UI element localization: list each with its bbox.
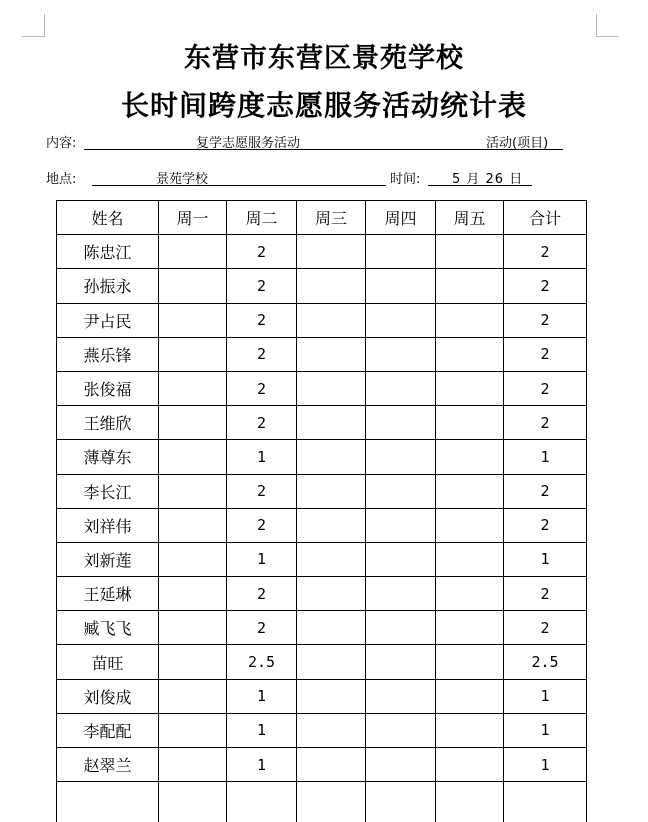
cell-thu <box>366 679 436 713</box>
cell-total: 1 <box>504 440 587 474</box>
cell-name: 燕乐锋 <box>57 337 159 371</box>
content-value: 复学志愿服务活动 <box>196 136 301 151</box>
table-header-row <box>57 201 587 235</box>
cell-wed <box>297 645 366 679</box>
table-row <box>57 645 587 679</box>
cell-mon <box>159 713 227 747</box>
cell-wed <box>297 679 366 713</box>
cell-tue: 2.5 <box>227 645 297 679</box>
header-name: 姓名 <box>57 201 159 235</box>
cell-wed <box>297 406 366 440</box>
cell-total: 2 <box>504 235 587 269</box>
cell-thu <box>366 713 436 747</box>
table-row <box>57 542 587 576</box>
cell-tue: 2 <box>227 508 297 542</box>
cell-tue: 2 <box>227 269 297 303</box>
cell-name: 刘祥伟 <box>57 508 159 542</box>
header-mon: 周一 <box>159 201 227 235</box>
table-row <box>57 577 587 611</box>
cell-wed <box>297 235 366 269</box>
cell-thu <box>366 577 436 611</box>
table-row <box>57 303 587 337</box>
document-title-line1: 东营市东营区景苑学校 <box>184 43 464 74</box>
cell-fri <box>436 371 504 405</box>
cell-mon <box>159 508 227 542</box>
header-fri: 周五 <box>436 201 504 235</box>
cell-total: 2 <box>504 508 587 542</box>
cell-total: 2.5 <box>504 645 587 679</box>
table-row <box>57 713 587 747</box>
cell-tue: 1 <box>227 748 297 782</box>
activity-label: 活动(项目) <box>486 136 549 151</box>
cell-name: 王延琳 <box>57 577 159 611</box>
cell-empty <box>297 782 366 822</box>
cell-thu <box>366 474 436 508</box>
cell-fri <box>436 713 504 747</box>
cell-empty <box>436 782 504 822</box>
cell-mon <box>159 440 227 474</box>
cell-total: 1 <box>504 713 587 747</box>
cell-wed <box>297 371 366 405</box>
table-row <box>57 474 587 508</box>
cell-mon <box>159 406 227 440</box>
table-row <box>57 235 587 269</box>
cell-name: 薄尊东 <box>57 440 159 474</box>
cell-empty <box>504 782 587 822</box>
cell-total: 1 <box>504 542 587 576</box>
cell-mon <box>159 337 227 371</box>
cell-tue: 2 <box>227 235 297 269</box>
cell-empty <box>159 782 227 822</box>
cell-total: 2 <box>504 337 587 371</box>
table-row <box>57 611 587 645</box>
table-row <box>57 371 587 405</box>
cell-mon <box>159 269 227 303</box>
cell-name: 尹占民 <box>57 303 159 337</box>
cell-fri <box>436 337 504 371</box>
cell-total: 2 <box>504 577 587 611</box>
header-wed: 周三 <box>297 201 366 235</box>
cell-total: 2 <box>504 269 587 303</box>
cell-name: 李配配 <box>57 713 159 747</box>
cell-fri <box>436 611 504 645</box>
cell-fri <box>436 474 504 508</box>
cell-tue: 2 <box>227 474 297 508</box>
cell-name: 苗旺 <box>57 645 159 679</box>
header-thu: 周四 <box>366 201 436 235</box>
cell-wed <box>297 440 366 474</box>
table-row <box>57 679 587 713</box>
cell-fri <box>436 679 504 713</box>
cell-thu <box>366 440 436 474</box>
header-total: 合计 <box>504 201 587 235</box>
cell-mon <box>159 371 227 405</box>
cell-tue: 2 <box>227 406 297 440</box>
time-value: 5 月 26 日 <box>452 172 524 187</box>
cell-mon <box>159 611 227 645</box>
cell-tue: 2 <box>227 303 297 337</box>
time-label: 时间: <box>390 172 421 187</box>
cell-name: 张俊福 <box>57 371 159 405</box>
cell-total: 1 <box>504 748 587 782</box>
cell-mon <box>159 235 227 269</box>
cell-wed <box>297 474 366 508</box>
cell-mon <box>159 474 227 508</box>
cell-tue: 2 <box>227 611 297 645</box>
cell-wed <box>297 611 366 645</box>
cell-name: 孙振永 <box>57 269 159 303</box>
cell-total: 2 <box>504 371 587 405</box>
cell-fri <box>436 748 504 782</box>
cell-thu <box>366 269 436 303</box>
cell-fri <box>436 542 504 576</box>
cell-fri <box>436 508 504 542</box>
cell-fri <box>436 577 504 611</box>
cell-wed <box>297 542 366 576</box>
cell-thu <box>366 542 436 576</box>
header-tue: 周二 <box>227 201 297 235</box>
cell-name: 臧飞飞 <box>57 611 159 645</box>
cell-wed <box>297 713 366 747</box>
table-row <box>57 269 587 303</box>
table-row <box>57 748 587 782</box>
cell-wed <box>297 269 366 303</box>
cell-tue: 1 <box>227 679 297 713</box>
cell-fri <box>436 303 504 337</box>
cell-thu <box>366 303 436 337</box>
cell-mon <box>159 679 227 713</box>
cell-wed <box>297 748 366 782</box>
cell-fri <box>436 235 504 269</box>
cell-fri <box>436 645 504 679</box>
table-row <box>57 406 587 440</box>
cell-mon <box>159 645 227 679</box>
cell-tue: 1 <box>227 542 297 576</box>
cell-tue: 2 <box>227 577 297 611</box>
page-corner-mark-right <box>596 14 619 37</box>
cell-wed <box>297 577 366 611</box>
cell-wed <box>297 508 366 542</box>
cell-total: 2 <box>504 406 587 440</box>
volunteer-hours-table <box>56 200 587 822</box>
cell-empty <box>57 782 159 822</box>
cell-total: 2 <box>504 611 587 645</box>
cell-fri <box>436 406 504 440</box>
location-underline <box>92 167 386 186</box>
cell-fri <box>436 440 504 474</box>
cell-tue: 2 <box>227 371 297 405</box>
location-label: 地点: <box>46 172 77 187</box>
table-row <box>57 440 587 474</box>
page-corner-mark-left <box>22 14 45 37</box>
location-value: 景苑学校 <box>156 172 209 187</box>
cell-mon <box>159 577 227 611</box>
cell-thu <box>366 235 436 269</box>
table-row <box>57 337 587 371</box>
cell-total: 2 <box>504 474 587 508</box>
cell-empty <box>366 782 436 822</box>
cell-wed <box>297 337 366 371</box>
cell-total: 2 <box>504 303 587 337</box>
cell-name: 赵翠兰 <box>57 748 159 782</box>
cell-thu <box>366 645 436 679</box>
cell-fri <box>436 269 504 303</box>
document-title-line2: 长时间跨度志愿服务活动统计表 <box>120 89 527 122</box>
table-row-empty <box>57 782 587 822</box>
cell-tue: 2 <box>227 337 297 371</box>
cell-thu <box>366 748 436 782</box>
cell-name: 王维欣 <box>57 406 159 440</box>
table-row <box>57 508 587 542</box>
cell-mon <box>159 748 227 782</box>
cell-tue: 1 <box>227 713 297 747</box>
cell-thu <box>366 406 436 440</box>
cell-mon <box>159 303 227 337</box>
cell-thu <box>366 611 436 645</box>
cell-thu <box>366 371 436 405</box>
cell-wed <box>297 303 366 337</box>
cell-total: 1 <box>504 679 587 713</box>
cell-mon <box>159 542 227 576</box>
cell-tue: 1 <box>227 440 297 474</box>
cell-thu <box>366 337 436 371</box>
cell-thu <box>366 508 436 542</box>
cell-name: 刘新莲 <box>57 542 159 576</box>
content-label: 内容: <box>46 136 77 151</box>
cell-name: 李长江 <box>57 474 159 508</box>
cell-name: 陈忠江 <box>57 235 159 269</box>
cell-empty <box>227 782 297 822</box>
cell-name: 刘俊成 <box>57 679 159 713</box>
